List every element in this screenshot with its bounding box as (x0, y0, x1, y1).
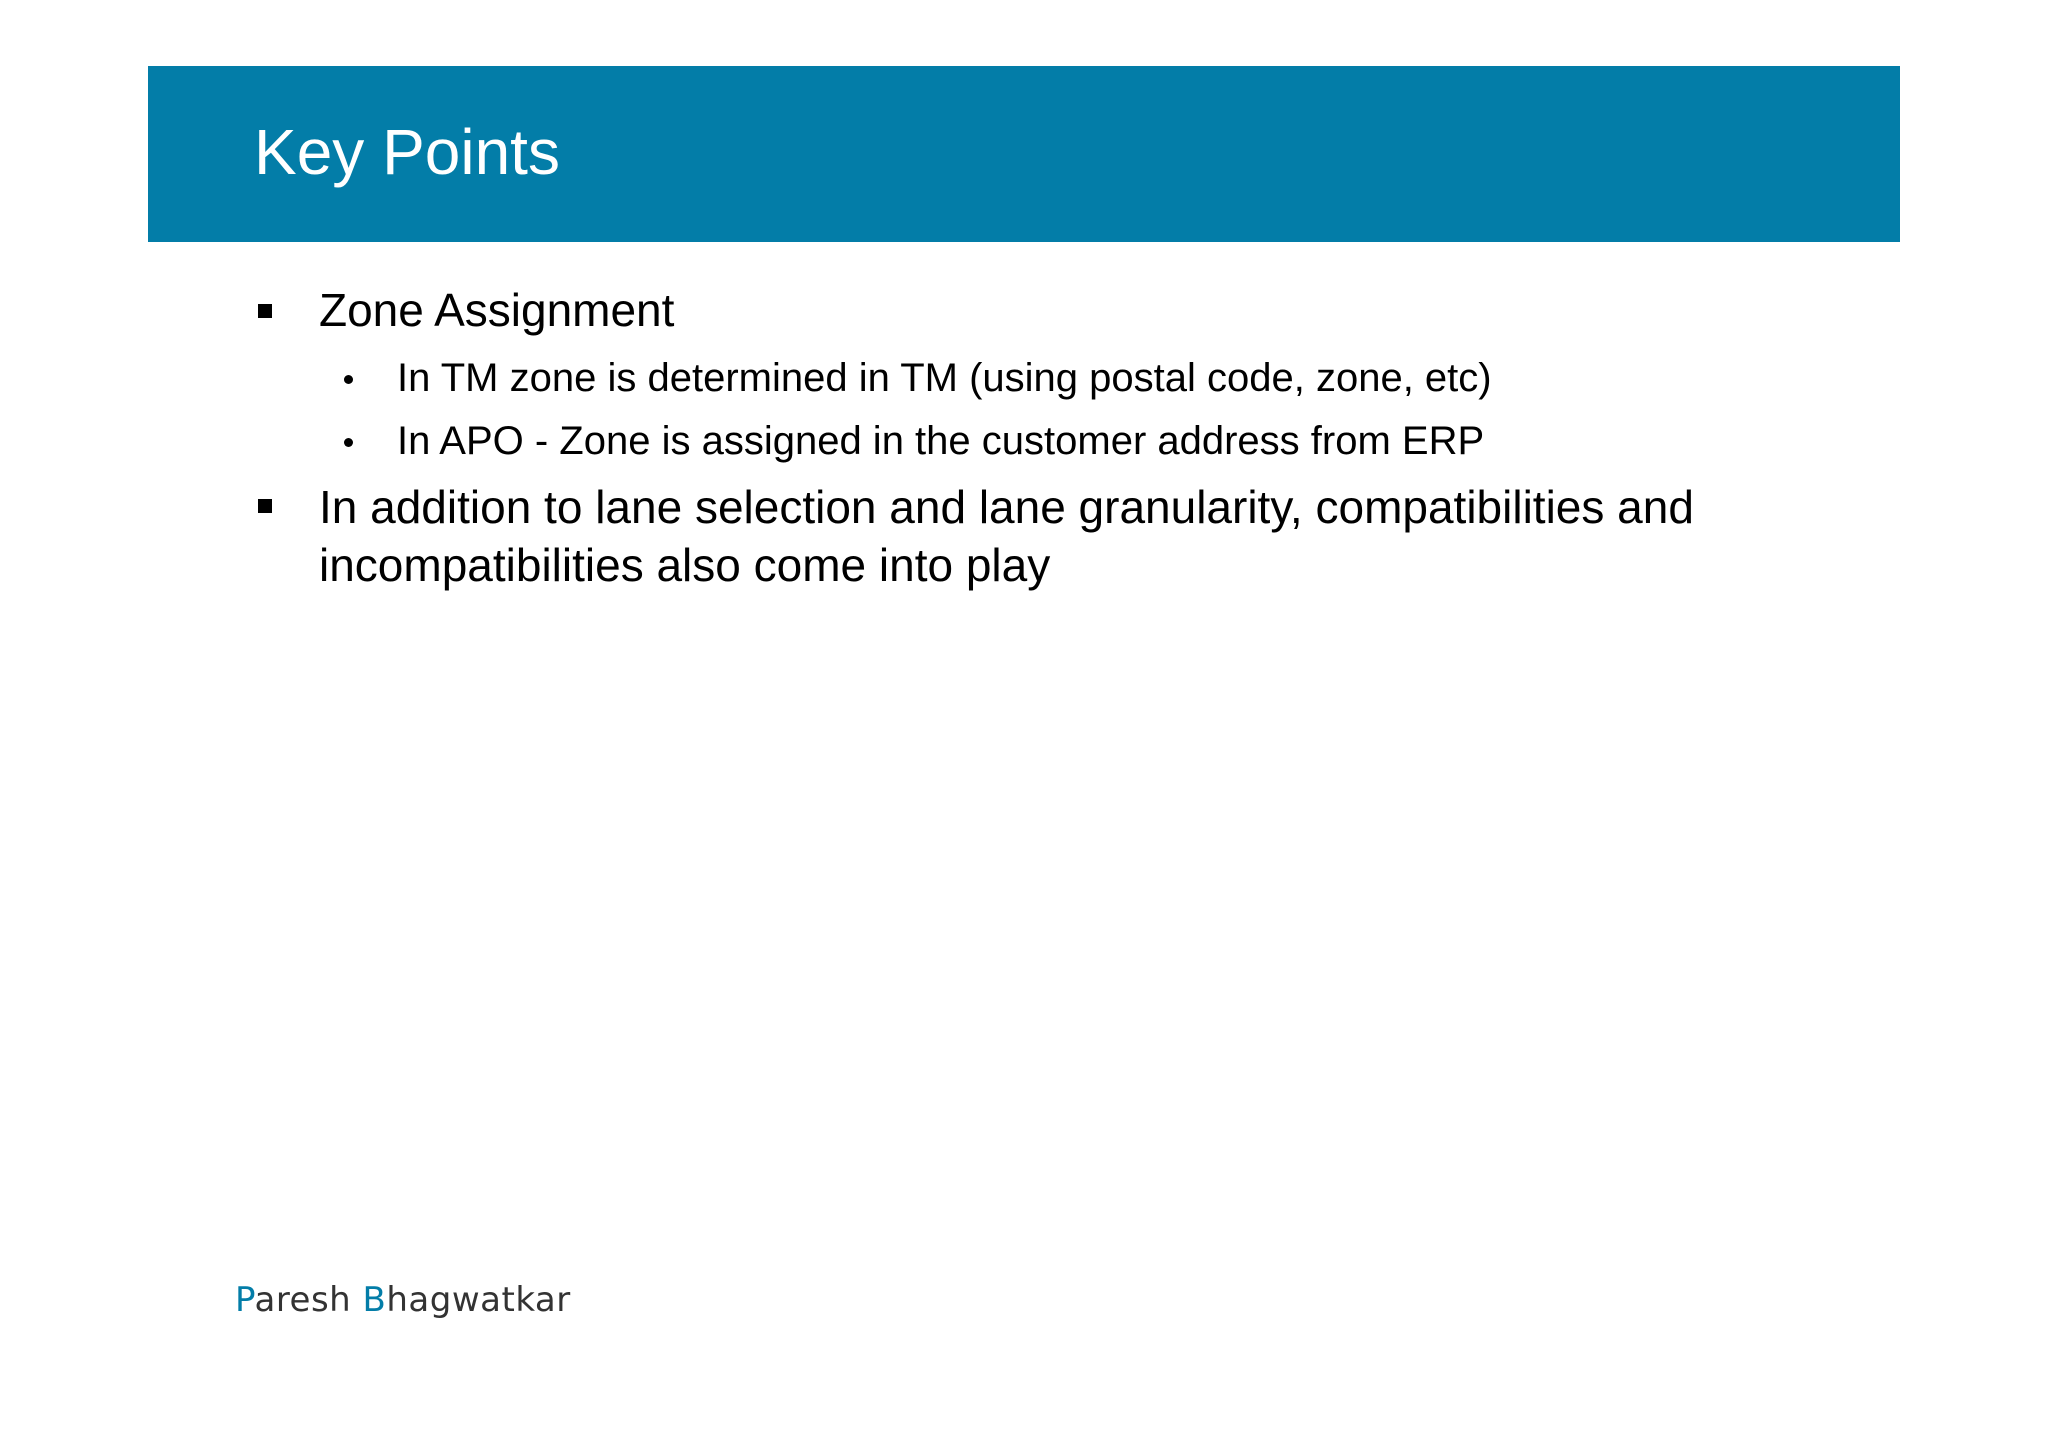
logo-first-name-rest: aresh (254, 1280, 352, 1320)
subbullet-tm-zone: In TM zone is determined in TM (using postal code, zone, etc) (397, 356, 1492, 400)
subbullet-apo-zone: In APO - Zone is assigned in the customer address from ERP (397, 419, 1485, 463)
logo-initial-b: B (362, 1280, 387, 1320)
author-logo (235, 1280, 571, 1320)
round-bullet-icon (344, 438, 353, 447)
square-bullet-icon (258, 304, 272, 318)
bullet-lane-selection: In addition to lane selection and lane granularity, compatibilities and incompatibilities also come into play (319, 481, 1694, 591)
bullet-zone-assignment: Zone Assignment (319, 284, 675, 336)
square-bullet-icon (258, 499, 272, 513)
logo-initial-p: P (235, 1280, 255, 1320)
round-bullet-icon (344, 375, 353, 384)
slide-title: Key Points (254, 116, 560, 188)
logo-last-name-rest: hagwatkar (386, 1280, 571, 1320)
